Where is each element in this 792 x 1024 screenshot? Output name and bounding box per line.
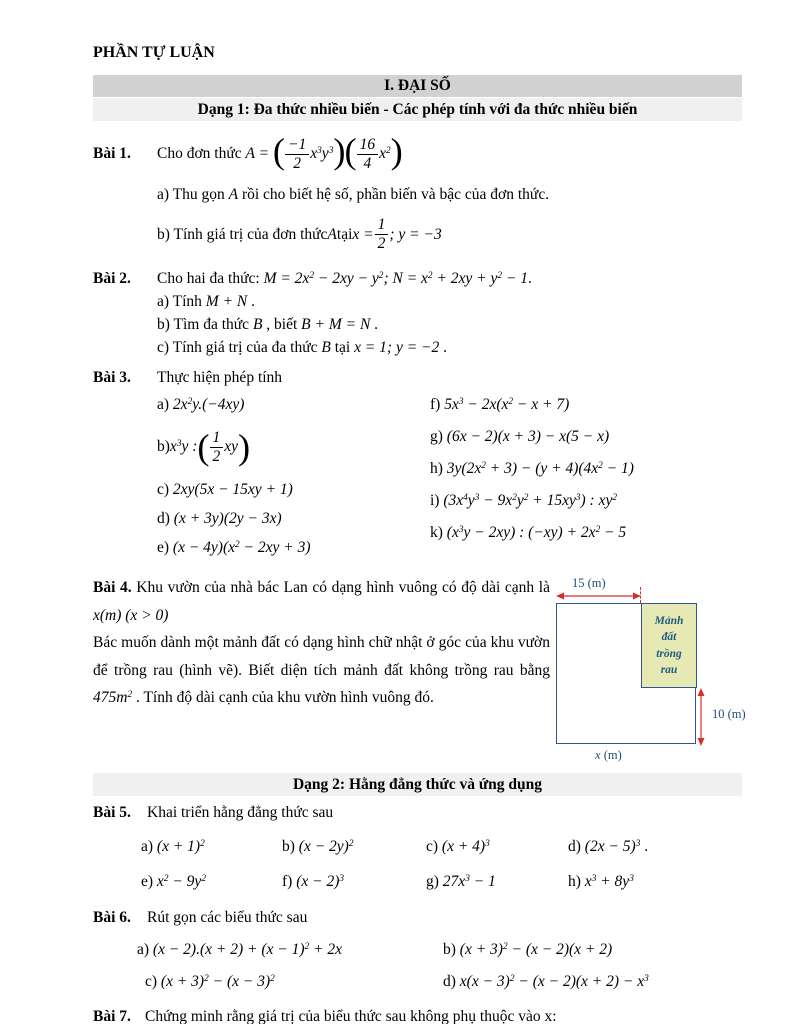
bai5-item-e: e) $x^2 - 9y^2$ [141,873,206,890]
bai5-label: Bài 5. [93,804,131,821]
bai6-row-1 [93,936,742,964]
bai3-left-column [157,393,430,565]
dim-extension-line [640,587,641,603]
bai4-text [93,574,550,768]
bai6-instruction: Rút gọn các biểu thức sau [147,909,308,926]
bai3-item-f: f) $5x^3 - 2x(x^2 - x + 7)$ [430,396,570,413]
bai6-row-2 [93,968,742,996]
bai3-item-e: e) $(x - 4y)(x^2 - 2xy + 3)$ [157,539,311,556]
bai1-heading [93,128,742,180]
bai5-row-1 [93,834,742,860]
bai5-item-d: d) $(2x - 5)^3$ . [568,838,649,855]
bai3-items [93,393,742,565]
section-band-dai-so: I. ĐẠI SỐ [93,75,742,97]
dang1-band: Dạng 1: Đa thức nhiều biến - Các phép tính với đa thức nhiều biến [93,98,742,121]
dim-label-15m: 15 (m) [572,576,606,590]
plot-label-line: trồng [656,647,682,660]
bai4-paragraph-1: Khu vườn của nhà bác Lan có dạng hình vuông có độ dài cạnh là x(m) (x > 0) [93,579,550,624]
bai6-item-d: d) $x(x - 3)^2 - (x - 2)(x + 2) - x^3$ [443,973,649,990]
vegetable-plot [641,603,697,688]
bai2-item-a: a) Tính M + N . [157,293,256,310]
dim-arrow-10m-icon [696,688,706,746]
dim-label-x: x (m) [595,748,622,762]
bai2-label: Bài 2. [93,270,131,287]
bai6-item-b: b) $(x + 3)^2 - (x - 2)(x + 2)$ [443,941,613,958]
bai1-item-b: b) Tính giá trị của đơn thức A tại x = $\frac{1}{2}$ ; y = −3 [157,215,442,252]
garden-figure [550,576,746,768]
bai5-item-g: g) $27x^3 - 1$ [426,873,496,890]
bai2-heading [93,267,742,290]
bai3-item-d: d) (x + 3y)(2y − 3x) [157,510,282,527]
bai5-row-2 [93,869,742,895]
bai5-item-b: b) $(x - 2y)^2$ [282,838,354,855]
bai5-item-f: f) $(x - 2)^3$ [282,873,345,890]
bai7-instruction: Chứng minh rằng giá trị của biểu thức sau không phụ thuộc vào x: [145,1008,557,1024]
bai3-label: Bài 3. [93,369,131,386]
bai5-item-h: h) $x^3 + 8y^3$ [568,873,634,890]
bai5-heading [93,802,742,824]
bai4-block [93,574,746,768]
dang2-band: Dạng 2: Hằng đẳng thức và ứng dụng [93,773,742,796]
bai7-heading [93,1005,742,1024]
bai3-instruction: Thực hiện phép tính [157,369,283,386]
bai7-label: Bài 7. [93,1008,131,1024]
bai3-right-column [430,393,742,565]
bai2-item-c: c) Tính giá trị của đa thức B tại x = 1; y = −2 . [157,339,448,356]
plot-label-line: đất [661,631,677,644]
bai6-heading [93,907,742,929]
bai4-label: Bài 4. [93,579,132,596]
bai3-item-g: g) (6x − 2)(x + 3) − x(5 − x) [430,428,610,445]
bai4-paragraph-2: Bác muốn dành một mảnh đất có dạng hình chữ nhật ở góc của khu vườn để trồng rau (hình vẽ). Biết diện tích mảnh đất không trồng rau bằng $475m^2$ . Tính độ dài cạnh của khu vườn hình vuông đó. [93,634,550,707]
bai3-heading [93,366,742,389]
bai2-item-b: b) Tìm đa thức B , biết B + M = N . [157,316,379,333]
page-title: PHẦN TỰ LUẬN [93,44,215,61]
bai2-formula: Cho hai đa thức: $M = 2x^2 - 2xy - y^2$; $N = x^2 + 2xy + y^2 - 1$. [157,270,532,287]
dim-label-10m: 10 (m) [712,707,746,721]
bai5-instruction: Khai triển hằng đẳng thức sau [147,804,334,821]
bai5-item-c: c) $(x + 4)^3$ [426,838,490,855]
bai5-item-a: a) $(x + 1)^2$ [141,838,205,855]
bai1-label: Bài 1. [93,145,131,162]
bai1-formula: Cho đơn thức A = ( $\frac{-1}{2}$ $x^3y^3$)( $\frac{16}{4}$ $x^2$) [157,130,402,172]
bai3-item-a: a) $2x^2y.(-4xy)$ [157,396,245,413]
dim-arrow-15m-icon [556,591,641,601]
bai1-item-a: a) Thu gọn A rồi cho biết hệ số, phần biến và bậc của đơn thức. [157,186,550,203]
bai3-item-i: i) $(3x^4y^3 - 9x^2y^2 + 15xy^3)$ : $xy^2$ [430,492,618,509]
bai3-item-k: k) $(x^3y - 2xy)$ : $(-xy) + 2x^2 - 5$ [430,524,627,541]
bai6-item-a: a) $(x - 2).(x + 2) + (x - 1)^2 + 2x$ [137,941,342,958]
plot-label-line: Mảnh [654,615,684,628]
bai6-item-c: c) $(x + 3)^2 - (x - 3)^2$ [145,973,275,990]
bai6-label: Bài 6. [93,909,131,926]
bai3-item-b: b) $x^3y$ : ( $\frac{1}{2}$ xy ) [157,427,250,467]
bai3-item-h: h) $3y(2x^2 + 3) - (y + 4)(4x^2 - 1)$ [430,460,634,477]
bai3-item-c: c) 2xy(5x − 15xy + 1) [157,481,293,498]
plot-label-line: rau [660,663,678,676]
